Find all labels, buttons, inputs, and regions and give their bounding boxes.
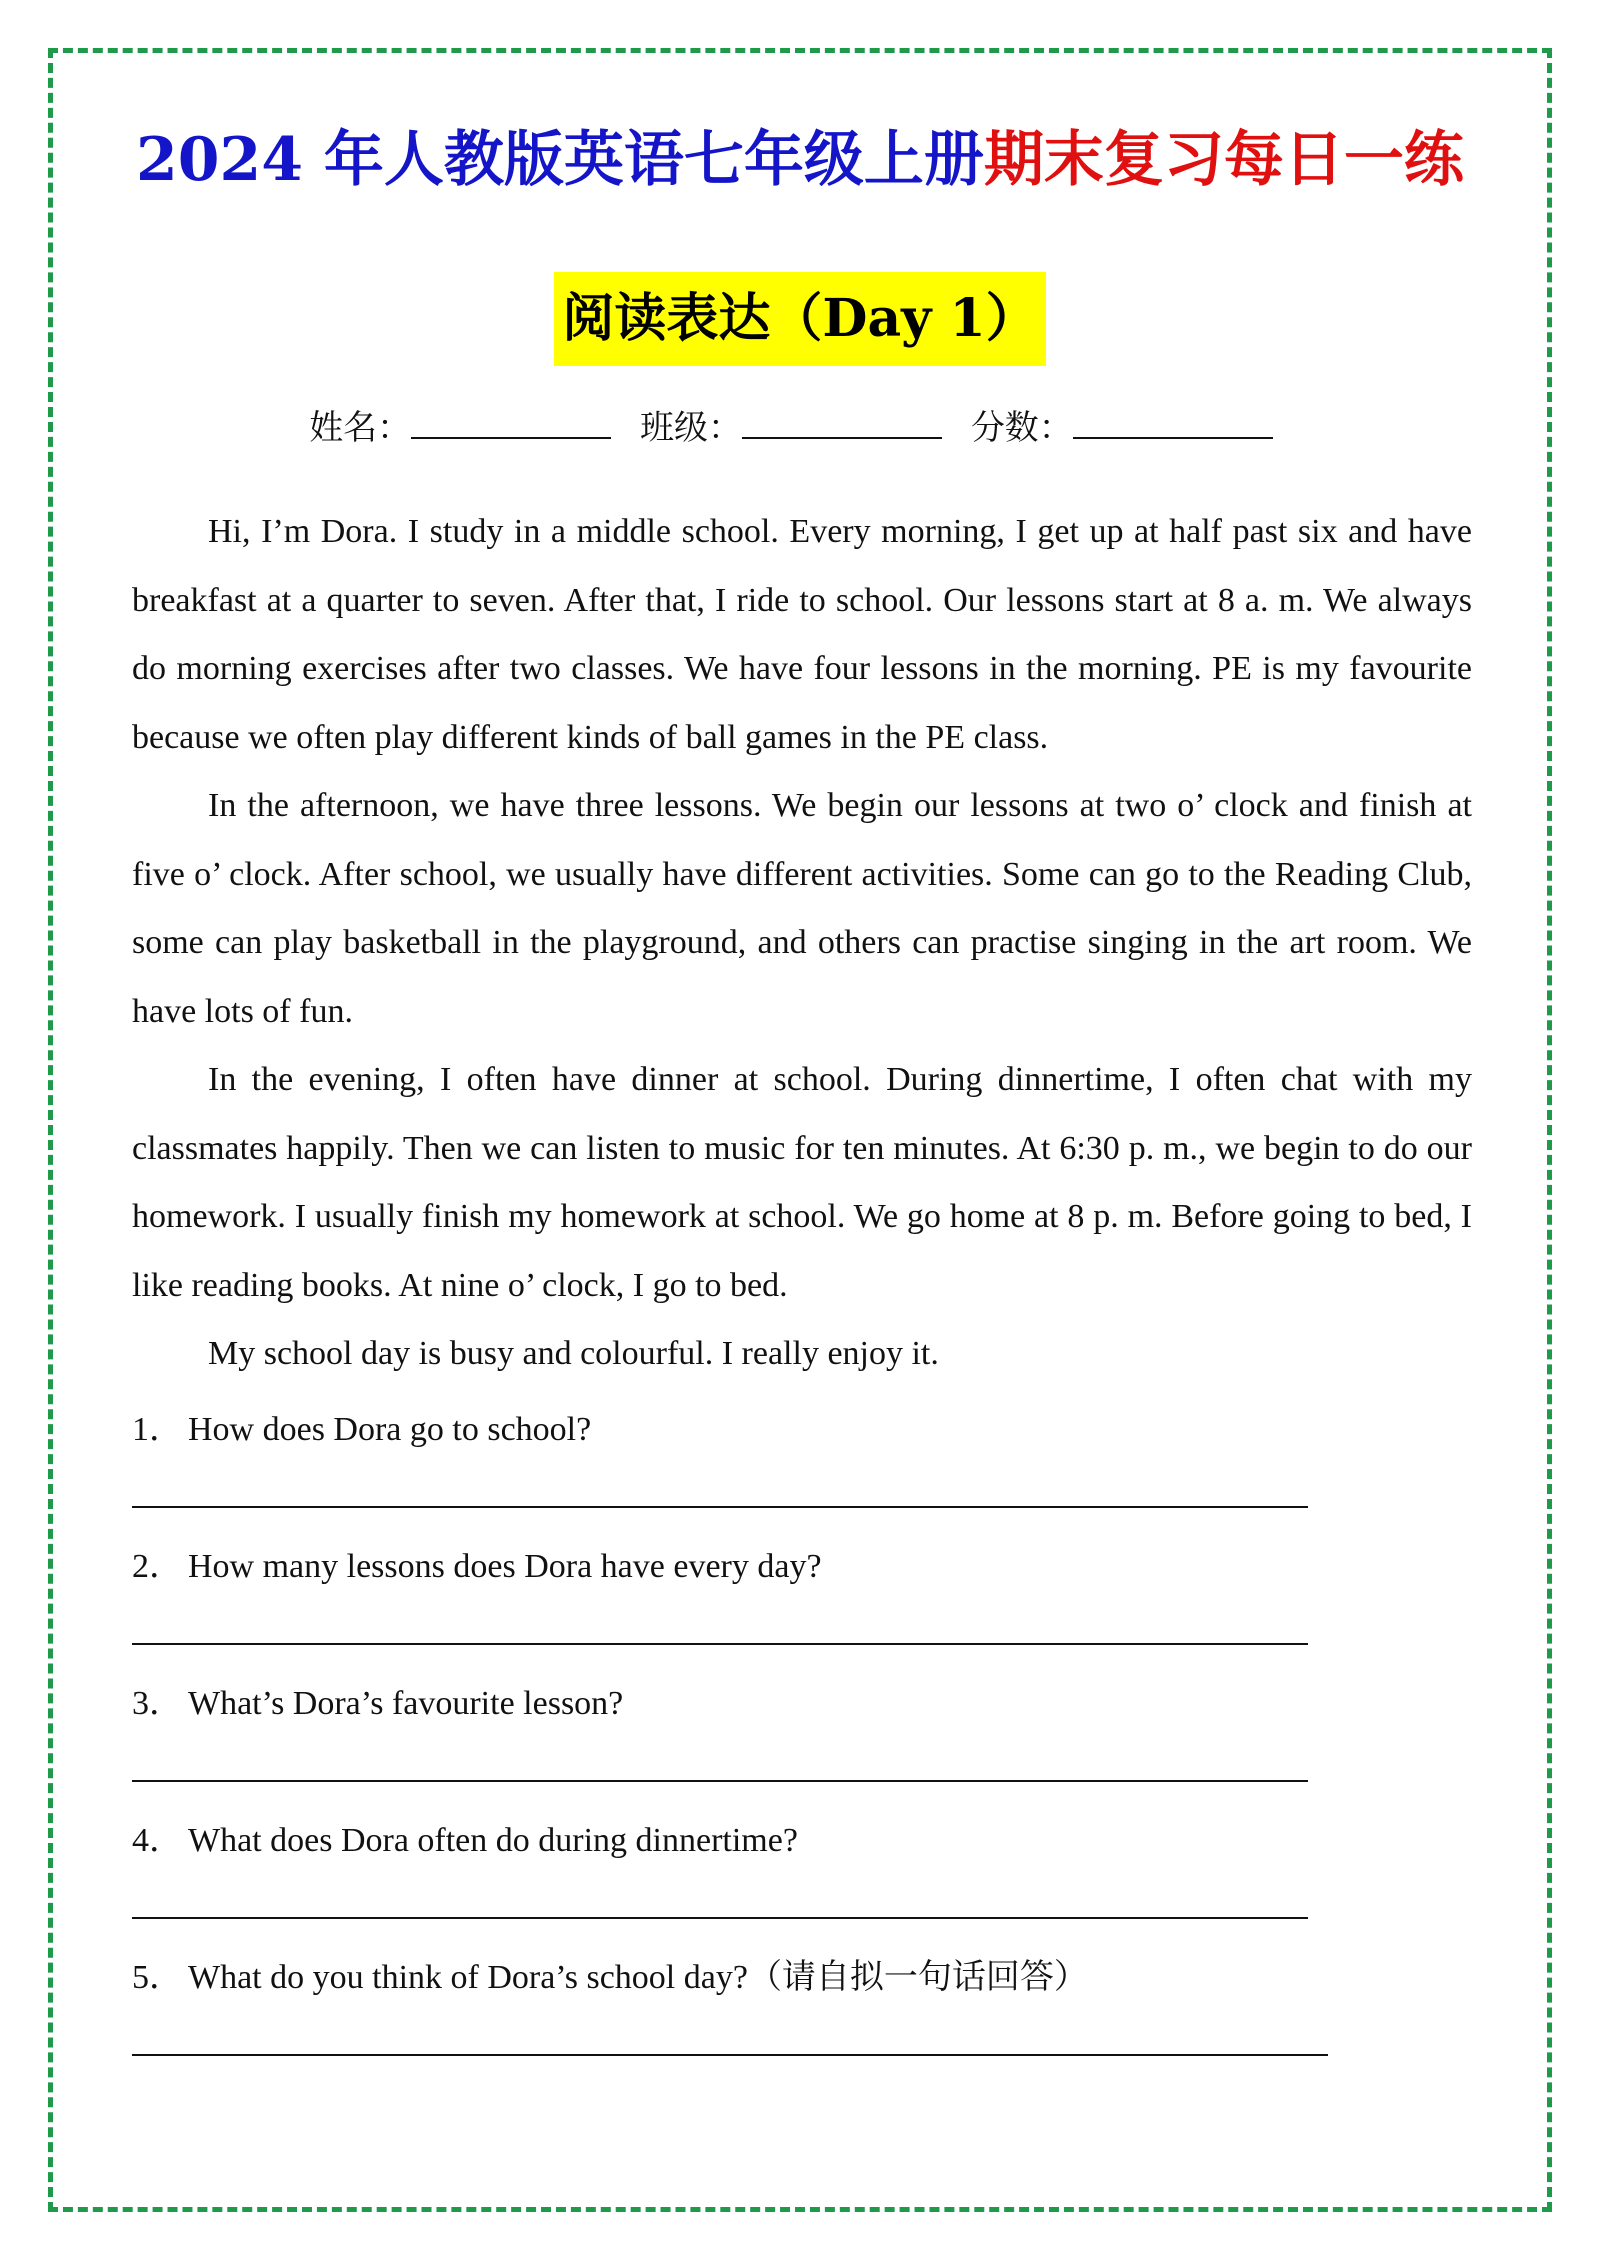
question-2	[132, 1537, 1472, 1597]
answer-line-2[interactable]	[132, 1643, 1308, 1645]
name-blank[interactable]	[411, 405, 611, 439]
title-part-red: 期末复习每日一练	[983, 125, 1464, 195]
question-text: What do you think of Dora’s school day?（请自拟一句话回答）	[188, 1959, 1088, 1996]
answer-line-3[interactable]	[132, 1780, 1308, 1782]
subtitle-wrapper	[0, 272, 1600, 366]
answer-line-5[interactable]	[132, 2054, 1328, 2056]
subtitle-highlight: 阅读表达（Day 1）	[554, 272, 1045, 366]
question-1	[132, 1400, 1472, 1460]
answer-line-4[interactable]	[132, 1917, 1308, 1919]
question-text: How many lessons does Dora have every day?	[188, 1548, 822, 1585]
score-label: 分数：	[970, 408, 1073, 448]
question-number: 1．	[132, 1411, 183, 1448]
passage-paragraph: My school day is busy and colourful. I really enjoy it.	[208, 1335, 939, 1372]
answer-line-1[interactable]	[132, 1506, 1308, 1508]
reading-passage	[132, 498, 1472, 1389]
question-number: 4．	[132, 1822, 183, 1859]
student-info-row	[0, 400, 1600, 456]
question-number: 3．	[132, 1685, 183, 1722]
question-5	[132, 1948, 1472, 2008]
question-4	[132, 1811, 1472, 1871]
question-number: 2．	[132, 1548, 183, 1585]
question-text: What does Dora often do during dinnertime?	[188, 1822, 798, 1859]
question-3	[132, 1674, 1472, 1734]
passage-paragraph: In the afternoon, we have three lessons. We begin our lessons at two o’ clock and finish at five o’ clock. After school, we usually have different activities. Some can go to the Reading Club, some can play basketball in the playground, and others can practise singing in the art room. We have lots of fun.	[132, 787, 1472, 1030]
page-title	[0, 120, 1600, 200]
question-text: What’s Dora’s favourite lesson?	[188, 1685, 624, 1722]
passage-paragraph: In the evening, I often have dinner at school. During dinnertime, I often chat with my classmates happily. Then we can listen to music for ten minutes. At 6:30 p. m., we begin to do our homework. I usually finish my homework at school. We go home at 8 p. m. Before going to bed, I like reading books. At nine o’ clock, I go to bed.	[132, 1061, 1472, 1304]
name-label: 姓名：	[309, 408, 412, 448]
title-part-blue: 2024 年人教版英语七年级上册	[136, 125, 984, 195]
score-blank[interactable]	[1073, 405, 1273, 439]
class-blank[interactable]	[742, 405, 942, 439]
passage-paragraph: Hi, I’m Dora. I study in a middle school. Every morning, I get up at half past six and have breakfast at a quarter to seven. After that, I ride to school. Our lessons start at 8 a. m. We always do morning exercises after two classes. We have four lessons in the morning. PE is my favourite because we often play different kinds of ball games in the PE class.	[132, 513, 1472, 756]
question-text: How does Dora go to school?	[188, 1411, 592, 1448]
class-label: 班级：	[640, 408, 742, 448]
question-number: 5．	[132, 1959, 183, 1996]
